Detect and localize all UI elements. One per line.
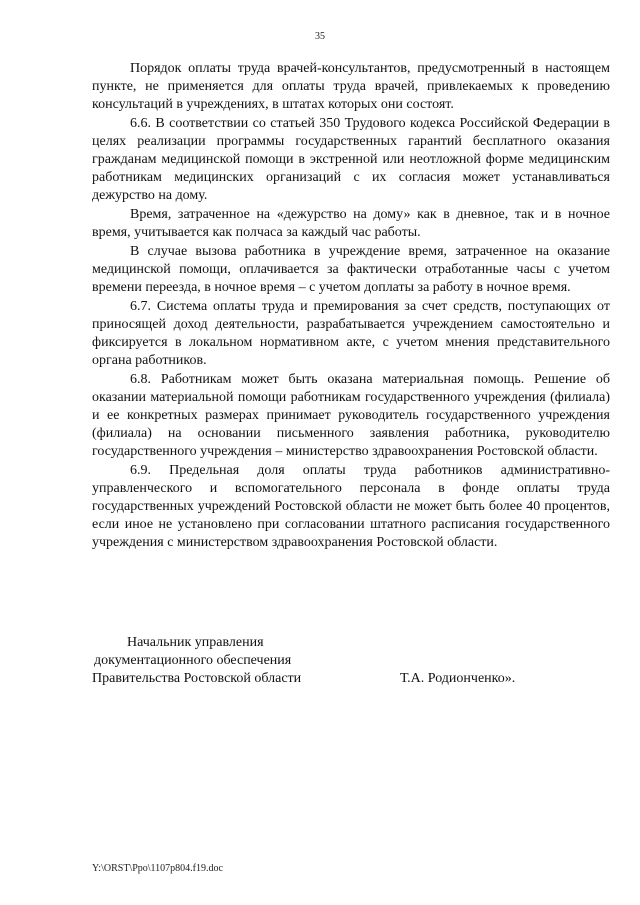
signer-title-line-3	[92, 670, 612, 688]
signer-organization: Правительства Ростовской области	[92, 671, 302, 686]
signer-name: Т.А. Родионченко».	[400, 671, 516, 686]
paragraph-call-out: В случае вызова работника в учреждение время, затраченное на оказание медицинской помощи, оплачивается за фактически отработанные часы с учетом времени переезда, в ночное время – с учетом доплаты за работу в ночное время.	[92, 244, 610, 295]
page-number: 35	[315, 31, 325, 42]
paragraph-payment-order: Порядок оплаты труда врачей-консультантов, предусмотренный в настоящем пункте, не применяется для оплаты труда врачей, привлекаемых к проведению консультаций в учреждениях, в штатах которых они состоят.	[92, 61, 610, 112]
paragraph-6-8: 6.8. Работникам может быть оказана материальная помощь. Решение об оказании материальной помощи работникам государственного учреждения (филиала) и ее конкретных размерах принимает руководитель государственного учреждения (филиала) на основании письменного заявления работника, руководителю государственного учреждения – министерство здравоохранения Ростовской области.	[92, 372, 610, 459]
document-body	[92, 60, 610, 552]
file-path-footer: Y:\ORST\Ppo\1107p804.f19.doc	[92, 863, 223, 874]
paragraph-6-9: 6.9. Предельная доля оплаты труда работников административно-управленческого и вспомогательного персонала в фонде оплаты труда государственных учреждений Ростовской области не может быть более 40 процентов, если иное не установлено при согласовании штатного расписания государственного учреждения с министерством здравоохранения Ростовской области.	[92, 463, 610, 550]
signer-title-line-2: документационного обеспечения	[94, 653, 292, 668]
signer-title-line-1: Начальник управления	[127, 635, 264, 650]
paragraph-home-duty-time: Время, затраченное на «дежурство на дому» как в дневное, так и в ночное время, учитывается как полчаса за каждый час работы.	[92, 207, 610, 240]
paragraph-6-7: 6.7. Система оплаты труда и премирования за счет средств, поступающих от приносящей доход деятельности, разрабатывается учреждением самостоятельно и фиксируется в локальном нормативном акте, с учетом мнения представительного органа работников.	[92, 299, 610, 368]
paragraph-6-6: 6.6. В соответствии со статьей 350 Трудового кодекса Российской Федерации в целях реализации программы государственных гарантий бесплатного оказания гражданам медицинской помощи в экстренной или неотложной форме медицинским работникам медицинских организаций с их согласия может устанавливаться дежурство на дому.	[92, 116, 610, 203]
signature-block	[92, 634, 612, 688]
